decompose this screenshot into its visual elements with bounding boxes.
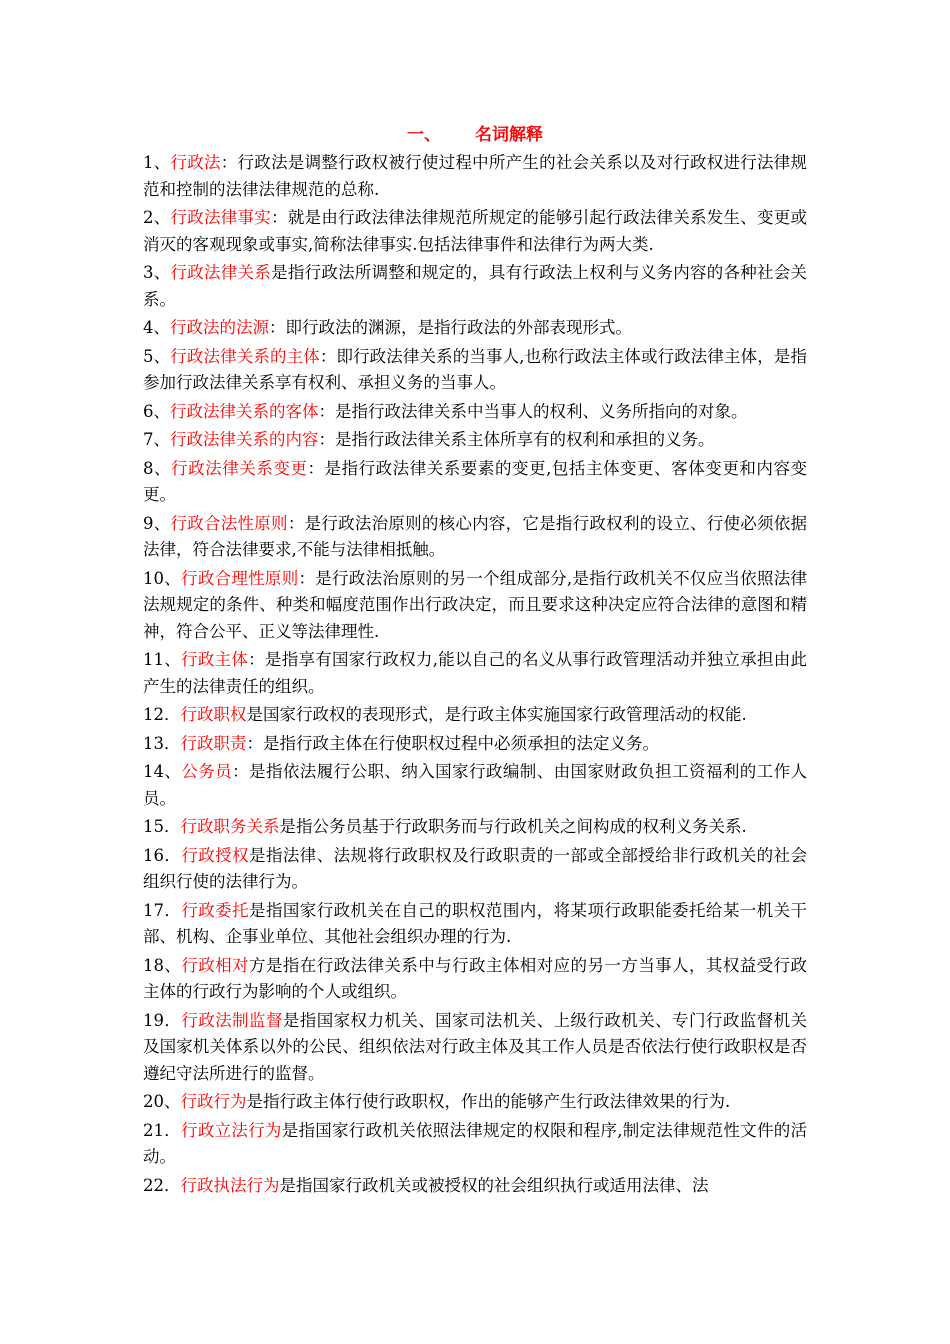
entry-definition: ：即行政法律关系的当事人,也称行政法主体或行政法律主体，是指参加行政法律关系享有权利、承担义务的当事人。 (143, 346, 808, 392)
entry-definition: ：是指享有国家行政权力,能以自己的名义从事行政管理活动并独立承担由此产生的法律责任的组织。 (143, 650, 807, 696)
entry-term: 行政法 (170, 153, 221, 172)
entry-definition: ：是指行政主体在行使职权过程中必须承担的法定义务。 (246, 733, 659, 753)
definition-entry (143, 427, 807, 454)
entry-term: 行政立法行为 (181, 1120, 282, 1140)
definition-entry (143, 843, 807, 896)
entry-definition: 是指法律、法规将行政职权及行政职责的一部或全部授给非行政机关的社会组织行使的法律行为。 (143, 845, 808, 891)
entry-number: 14、 (143, 762, 182, 781)
definition-entry (143, 702, 807, 729)
entry-definition: 是指国家权力机关、国家司法机关、上级行政机关、专门行政监督机关及国家机关体系以外的公民、组织依法对行政主体及其工作人员是否依法行使行政职权是否遵纪守法所进行的监督。 (143, 1010, 808, 1083)
entry-definition: ：是指行政法律关系中当事人的权利、义务所指向的对象。 (318, 401, 748, 421)
entry-definition: 是国家行政权的表现形式，是行政主体实施国家行政管理活动的权能. (246, 705, 747, 724)
entry-term: 行政行为 (180, 1092, 247, 1111)
definition-entry (143, 731, 807, 758)
entry-number: 15． (143, 817, 181, 836)
definition-entry (143, 953, 807, 1006)
entry-definition: 是指公务员基于行政职务而与行政机关之间构成的权利义务关系. (279, 817, 747, 836)
definition-entry (143, 344, 807, 397)
definition-entry (143, 150, 807, 203)
entry-term: 行政相对 (181, 955, 250, 975)
entry-definition: 是指行政主体行使行政职权，作出的能够产生行政法律效果的行为. (246, 1092, 731, 1111)
entry-number: 3、 (143, 263, 171, 282)
entry-term: 行政法的法源 (170, 318, 269, 337)
definition-entry (143, 1118, 807, 1171)
entry-term: 行政法律关系变更 (171, 458, 308, 478)
entry-number: 9、 (143, 513, 171, 533)
definition-entry (143, 814, 807, 841)
entry-number: 1、 (143, 153, 171, 172)
entry-number: 11、 (143, 650, 182, 669)
entry-number: 4、 (143, 318, 170, 337)
entry-definition: ：是指行政法律关系主体所享有的权利和承担的义务。 (318, 430, 715, 449)
entry-number: 8、 (143, 458, 172, 478)
definition-entry (143, 566, 807, 646)
entry-term: 行政法律关系的客体 (170, 401, 319, 421)
definition-entry (143, 759, 807, 812)
entry-number: 6、 (143, 401, 170, 421)
entry-definition: ：是指行政法律关系要素的变更,包括主体变更、客体变更和内容变更。 (143, 458, 807, 504)
entry-term: 行政法制监督 (181, 1010, 283, 1030)
entry-definition: 是指国家行政机关依照法律规定的权限和程序,制定法律规范性文件的活动。 (143, 1120, 807, 1166)
definition-entry (143, 647, 807, 700)
definition-entry (143, 898, 807, 951)
entry-definition: 方是指在行政法律关系中与行政主体相对应的另一方当事人，其权益受行政主体的行政行为影响的个人或组织。 (143, 955, 808, 1001)
entry-definition: ：即行政法的渊源，是指行政法的外部表现形式。 (269, 318, 632, 337)
definition-entry (143, 1173, 807, 1200)
definition-entry (143, 1089, 807, 1116)
entry-definition: 是指行政法所调整和规定的，具有行政法上权利与义务内容的各种社会关系。 (143, 263, 808, 309)
section-heading (143, 122, 807, 148)
definition-entry (143, 205, 807, 258)
entry-number: 19． (143, 1010, 182, 1030)
entry-definition: ：是行政法治原则的核心内容，它是指行政权利的设立、行使必须依据法律，符合法律要求,不能与法律相抵触。 (143, 513, 808, 559)
entry-number: 17． (143, 900, 182, 920)
definition-entry (143, 315, 807, 342)
entry-definition: ：行政法是调整行政权被行使过程中所产生的社会关系以及对行政权进行法律规范和控制的法律法律规范的总称. (143, 153, 808, 199)
definition-entry (143, 511, 807, 564)
section-number: 一、 (407, 125, 441, 145)
entry-term: 行政执法行为 (180, 1175, 280, 1195)
entry-definition: ：就是由行政法律法律规范所规定的能够引起行政法律关系发生、变更或消灭的客观现象或事实,简称法律事实.包括法律事件和法律行为两大类. (143, 208, 808, 254)
definition-entry (143, 456, 807, 509)
entry-term: 行政授权 (181, 845, 250, 865)
entry-term: 行政合法性原则 (170, 513, 288, 533)
definition-list (143, 150, 807, 1199)
entry-term: 行政合理性原则 (181, 568, 299, 588)
entry-term: 行政职务关系 (180, 817, 280, 836)
definition-entry (143, 399, 807, 426)
entry-term: 行政主体 (181, 650, 249, 669)
entry-definition: ：是行政法治原则的另一个组成部分,是指行政机关不仅应当依照法律法规规定的条件、种类和幅度范围作出行政决定，而且要求这种决定应符合法律的意图和精神，符合公平、正义等法律理性. (143, 568, 807, 641)
entry-term: 行政法律关系的主体 (170, 346, 320, 366)
document-page (143, 122, 807, 1201)
entry-definition: 是指国家行政机关在自己的职权范围内，将某项行政职能委托给某一机关干部、机构、企事业单位、其他社会组织办理的行为. (143, 900, 808, 946)
entry-term: 行政法律事实 (170, 208, 272, 227)
entry-number: 21． (143, 1120, 182, 1140)
entry-number: 7、 (143, 430, 170, 449)
entry-number: 12． (143, 705, 181, 724)
entry-number: 10、 (143, 568, 182, 588)
entry-number: 2、 (143, 208, 171, 227)
entry-number: 22． (143, 1175, 181, 1195)
entry-term: 行政委托 (181, 900, 250, 920)
entry-term: 行政法律关系 (170, 263, 272, 282)
entry-term: 行政职责 (180, 733, 247, 753)
entry-number: 18、 (143, 955, 182, 975)
entry-number: 5、 (143, 346, 171, 366)
entry-number: 16． (143, 845, 182, 865)
entry-term: 公务员 (181, 762, 233, 781)
entry-definition: ：是指依法履行公职、纳入国家行政编制、由国家财政负担工资福利的工作人员。 (143, 762, 808, 808)
entry-number: 20、 (143, 1092, 181, 1111)
entry-term: 行政法律关系的内容 (170, 430, 319, 449)
entry-definition: 是指国家行政机关或被授权的社会组织执行或适用法律、法 (279, 1175, 709, 1195)
entry-term: 行政职权 (180, 705, 247, 724)
section-title: 名词解释 (475, 125, 543, 145)
definition-entry (143, 1008, 807, 1088)
entry-number: 13． (143, 733, 181, 753)
definition-entry (143, 260, 807, 313)
